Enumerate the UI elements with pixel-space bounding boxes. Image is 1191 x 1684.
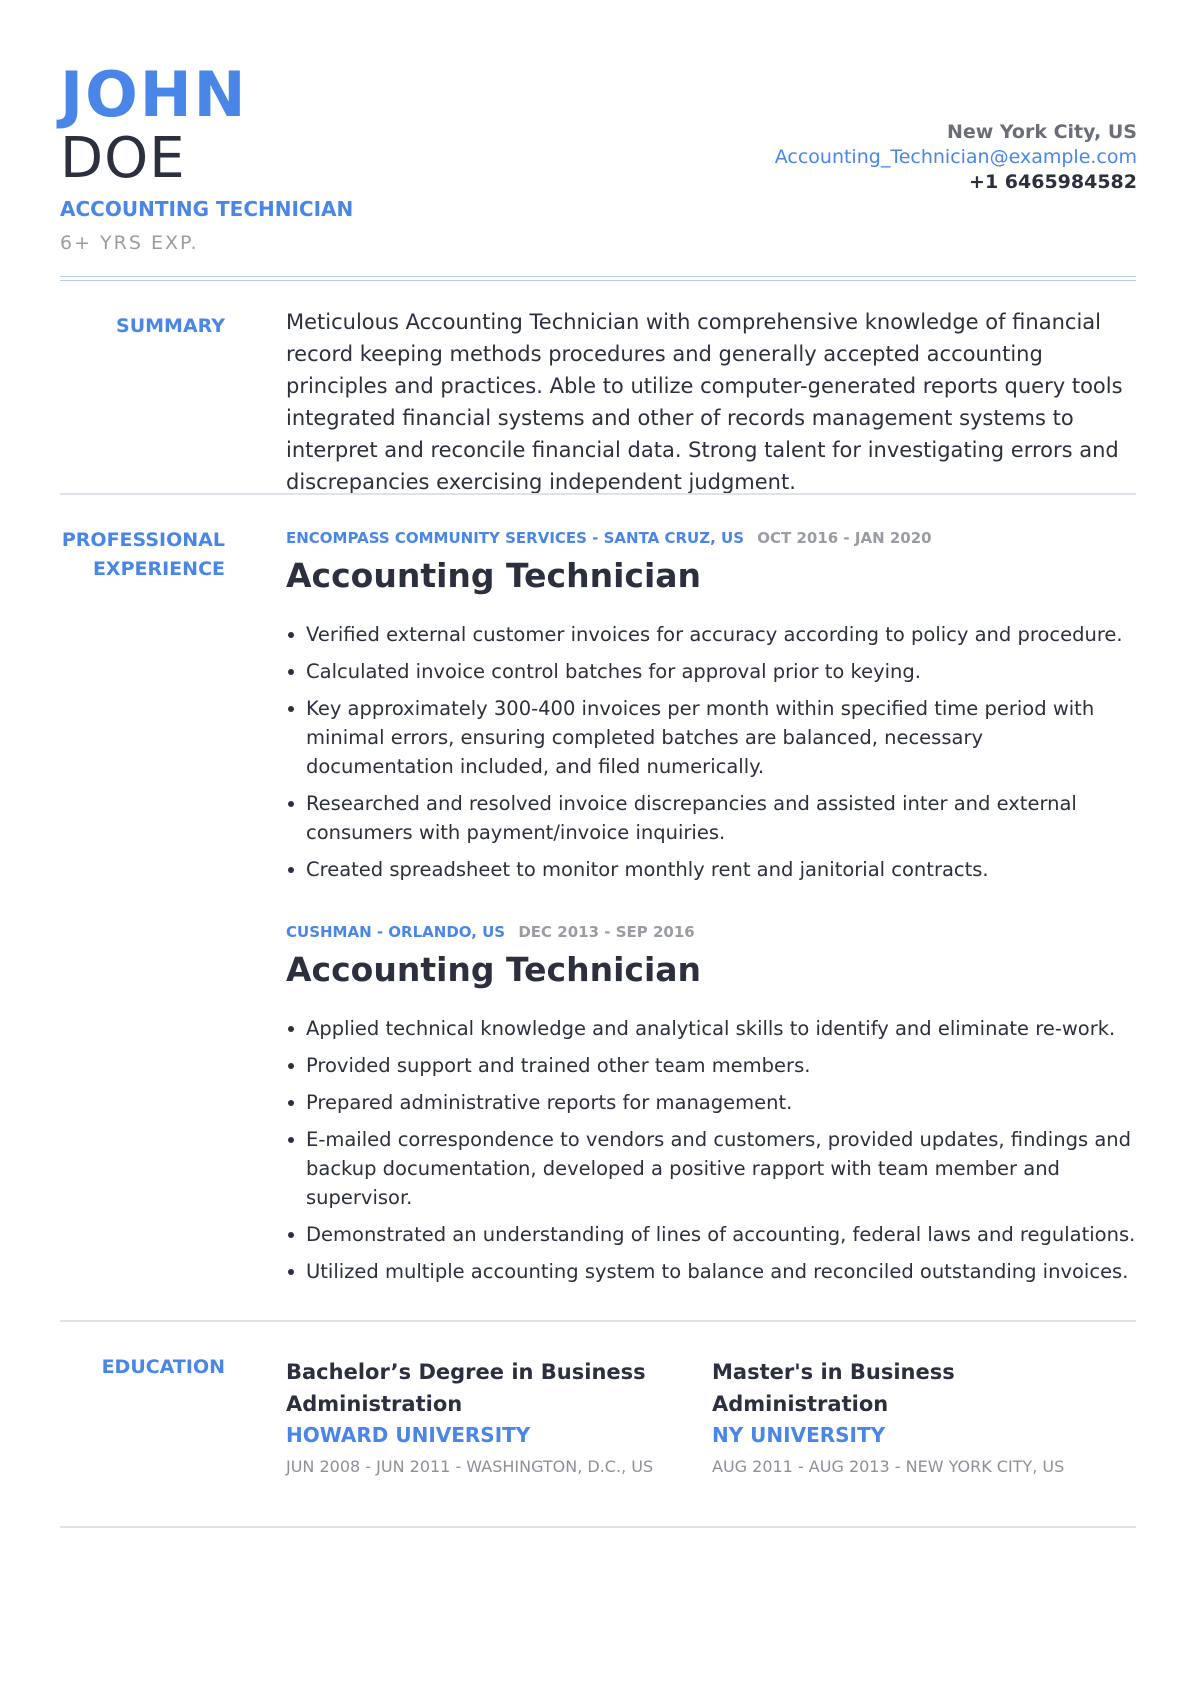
- bullet-dot-icon: [288, 1026, 294, 1032]
- job-company: CUSHMAN - ORLANDO, US: [286, 923, 506, 941]
- bullet-item: [286, 1257, 1136, 1286]
- bullet-text: Demonstrated an understanding of lines of accounting, federal laws and regulations.: [306, 1223, 1136, 1246]
- bullet-item: [286, 1014, 1136, 1043]
- section-divider: [60, 1526, 1136, 1528]
- job-title: ACCOUNTING TECHNICIAN: [60, 197, 354, 221]
- experience-label-line1: PROFESSIONAL: [61, 529, 225, 551]
- job-dates: DEC 2013 - SEP 2016: [518, 923, 695, 941]
- bullet-item: [286, 694, 1136, 781]
- bullet-item: [286, 855, 1136, 884]
- bullet-dot-icon: [288, 1063, 294, 1069]
- bullet-text: Calculated invoice control batches for approval prior to keying.: [306, 660, 921, 683]
- contact-phone: +1 6465984582: [969, 171, 1137, 193]
- job-company: ENCOMPASS COMMUNITY SERVICES - SANTA CRUZ, US: [286, 529, 745, 547]
- bullet-item: [286, 657, 1136, 686]
- job-meta: [286, 528, 1136, 548]
- section-divider: [60, 493, 1136, 495]
- job-role: Accounting Technician: [286, 950, 702, 989]
- bullet-text: Applied technical knowledge and analytical skills to identify and eliminate re-work.: [306, 1017, 1116, 1040]
- bullet-item: [286, 620, 1136, 649]
- bullet-dot-icon: [288, 801, 294, 807]
- first-name: JOHN: [60, 58, 248, 131]
- summary-text: Meticulous Accounting Technician with comprehensive knowledge of financial record keeping methods procedures and generally accepted accounting principles and practices. Able to utilize computer-generated reports query tools integrated financial systems and other of records management systems to interpret and reconcile financial data. Strong talent for investigating errors and discrepancies exercising independent judgment.: [286, 310, 1123, 494]
- contact-block: [775, 120, 1137, 195]
- last-name: DOE: [60, 126, 186, 191]
- section-divider: [60, 1320, 1136, 1322]
- education-item: [286, 1356, 666, 1482]
- bullet-dot-icon: [288, 1137, 294, 1143]
- job-bullets: [286, 1014, 1136, 1286]
- bullet-text: Created spreadsheet to monitor monthly rent and janitorial contracts.: [306, 858, 989, 881]
- bullet-item: [286, 1125, 1136, 1212]
- years-experience: 6+ YRS EXP.: [60, 232, 199, 254]
- education-degree: Bachelor’s Degree in Business Administration: [286, 1360, 646, 1416]
- experience-label-line2: EXPERIENCE: [92, 558, 225, 580]
- bullet-text: Prepared administrative reports for management.: [306, 1091, 793, 1114]
- education-meta: AUG 2011 - AUG 2013 - NEW YORK CITY, US: [712, 1457, 1065, 1476]
- education-item: [712, 1356, 1136, 1482]
- bullet-item: [286, 1051, 1136, 1080]
- contact-email-link[interactable]: Accounting_Technician@example.com: [774, 146, 1137, 168]
- summary-section: [286, 306, 1136, 498]
- job-bullets: [286, 620, 1136, 884]
- bullet-dot-icon: [288, 669, 294, 675]
- job-entry: [286, 528, 1136, 892]
- bullet-text: Verified external customer invoices for accuracy according to policy and procedure.: [306, 623, 1123, 646]
- bullet-dot-icon: [288, 1232, 294, 1238]
- education-label: EDUCATION: [101, 1356, 225, 1378]
- bullet-dot-icon: [288, 632, 294, 638]
- bullet-text: E-mailed correspondence to vendors and customers, provided updates, findings and backup documentation, developed a positive rapport with team member and supervisor.: [306, 1128, 1132, 1209]
- education-school: HOWARD UNIVERSITY: [286, 1423, 531, 1447]
- header-divider: [60, 276, 1136, 281]
- education-school: NY UNIVERSITY: [712, 1423, 886, 1447]
- experience-label: [62, 526, 225, 584]
- bullet-item: [286, 1088, 1136, 1117]
- summary-label: SUMMARY: [116, 315, 225, 337]
- contact-location: New York City, US: [946, 121, 1137, 143]
- bullet-dot-icon: [288, 1269, 294, 1275]
- bullet-text: Utilized multiple accounting system to balance and reconciled outstanding invoices.: [306, 1260, 1129, 1283]
- bullet-dot-icon: [288, 1100, 294, 1106]
- bullet-item: [286, 789, 1136, 847]
- bullet-dot-icon: [288, 706, 294, 712]
- job-meta: [286, 922, 1136, 942]
- bullet-text: Provided support and trained other team members.: [306, 1054, 811, 1077]
- education-degree: Master's in Business Administration: [712, 1360, 955, 1416]
- bullet-dot-icon: [288, 867, 294, 873]
- bullet-item: [286, 1220, 1136, 1249]
- job-entry: [286, 922, 1136, 1294]
- bullet-text: Key approximately 300-400 invoices per month within specified time period with minimal errors, ensuring completed batches are balanced, necessary documentation included, and filed numerically.: [306, 697, 1095, 778]
- education-meta: JUN 2008 - JUN 2011 - WASHINGTON, D.C., US: [286, 1457, 654, 1476]
- bullet-text: Researched and resolved invoice discrepancies and assisted inter and external consumers with payment/invoice inquiries.: [306, 792, 1077, 844]
- job-role: Accounting Technician: [286, 556, 702, 595]
- job-dates: OCT 2016 - JAN 2020: [757, 529, 932, 547]
